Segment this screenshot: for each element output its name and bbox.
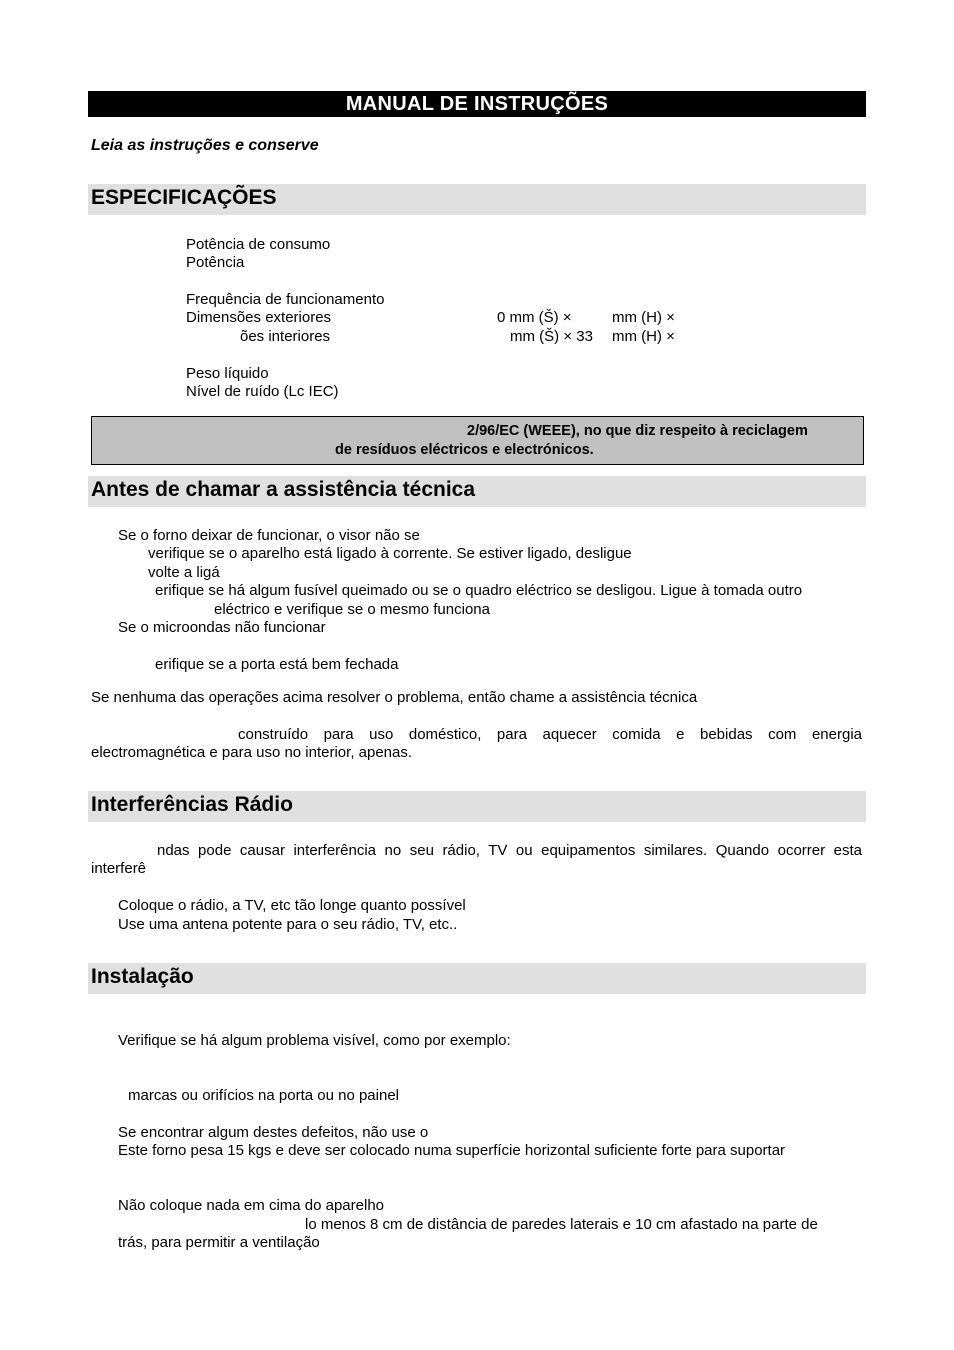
radio-line-1: Coloque o rádio, a TV, etc tão longe quanto possível [118,897,466,914]
service-line-1: Se o forno deixar de funcionar, o visor não se [118,527,420,544]
spec-outer-dims-a: 0 mm (Š) × [497,309,572,326]
install-line-7: trás, para permitir a ventilação [118,1234,320,1251]
spec-inner-dims-a: mm (Š) × 33 [510,328,593,345]
service-line-8: Se nenhuma das operações acima resolver o problema, então chame a assistência técnica [91,689,698,706]
weee-notice-box [91,416,864,465]
radio-paragraph-line-2: interferê [91,860,147,877]
spec-outer-dims-b: mm (H) × [612,309,675,326]
install-line-1: Verifique se há algum problema visível, como por exemplo: [118,1032,511,1049]
section-specifications [88,184,866,215]
radio-paragraph-line-1: ndas pode causar interferência no seu rádio, TV ou equipamentos similares. Quando ocorrer esta [157,842,862,859]
service-line-6: Se o microondas não funcionar [118,619,326,636]
radio-line-2: Use uma antena potente para o seu rádio, TV, etc.. [118,916,458,933]
section-heading: Interferências Rádio [91,793,293,816]
install-line-2: marcas ou orifícios na porta ou no painel [128,1087,399,1104]
spec-frequency: Frequência de funcionamento [186,291,385,308]
section-heading: Instalação [91,965,194,988]
spec-inner-dims-b: mm (H) × [612,328,675,345]
section-heading: Antes de chamar a assistência técnica [91,478,476,501]
manual-title: MANUAL DE INSTRUÇÕES [88,91,866,117]
install-line-6: lo menos 8 cm de distância de paredes laterais e 10 cm afastado na parte de [305,1216,818,1233]
spec-outer-dims-label: Dimensões exteriores [186,309,332,326]
spec-noise: Nível de ruído (Lc IEC) [186,383,339,400]
service-line-5: eléctrico e verifique se o mesmo funciona [214,601,490,618]
service-line-2: verifique se o aparelho está ligado à corrente. Se estiver ligado, desligue [148,545,632,562]
subtitle: Leia as instruções e conserve [91,137,319,154]
spec-inner-dims-label: ões interiores [240,328,331,345]
section-heading: ESPECIFICAÇÕES [91,186,277,209]
weee-notice-line-2: de resíduos eléctricos e electrónicos. [335,442,594,458]
service-line-4: erifique se há algum fusível queimado ou se o quadro eléctrico se desligou. Ligue à tomada outro [155,582,803,599]
spec-net-weight: Peso líquido [186,365,269,382]
usage-paragraph-line-2: electromagnética e para uso no interior, apenas. [91,744,413,761]
section-radio-interference [88,791,866,822]
install-line-4: Este forno pesa 15 kgs e deve ser colocado numa superfície horizontal suficiente forte para suportar [118,1142,786,1159]
usage-paragraph-line-1: construído para uso doméstico, para aquecer comida e bebidas com energia [238,726,862,743]
service-line-3: volte a ligá [148,564,220,581]
spec-power: Potência [186,254,245,271]
weee-notice-line-1: 2/96/EC (WEEE), no que diz respeito à reciclagem [467,423,808,439]
install-line-3: Se encontrar algum destes defeitos, não use o [118,1124,429,1141]
section-service [88,476,866,507]
spec-power-consumption: Potência de consumo [186,236,331,253]
install-line-5: Não coloque nada em cima do aparelho [118,1197,385,1214]
service-line-7: erifique se a porta está bem fechada [155,656,399,673]
section-installation [88,963,866,994]
